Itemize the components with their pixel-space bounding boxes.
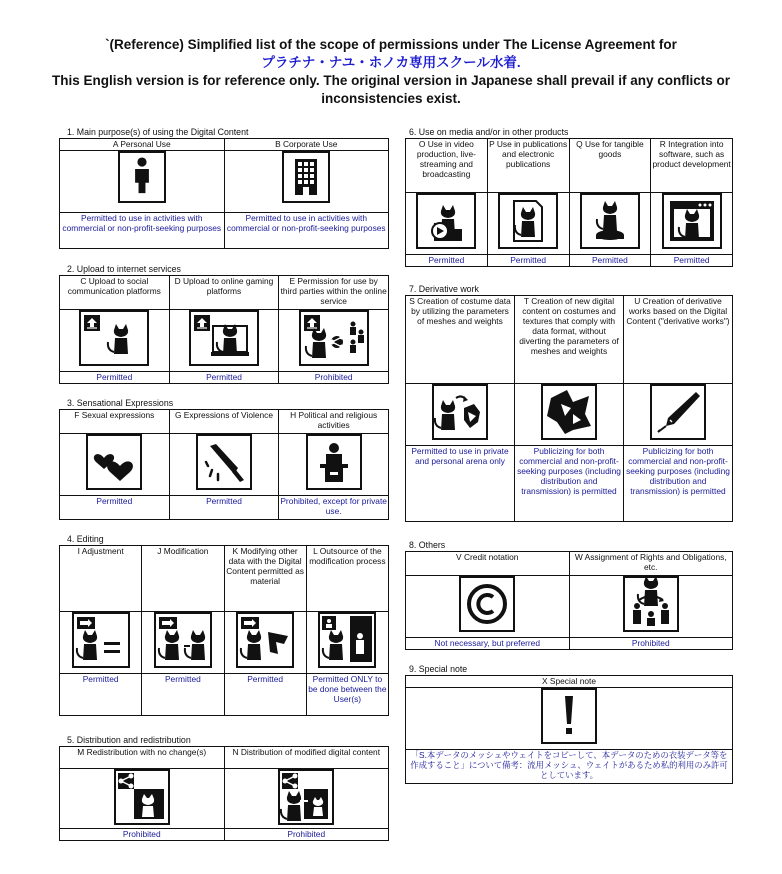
title-line-1: `(Reference) Simplified list of the scope of permissions under The License Agreement for bbox=[105, 37, 677, 52]
section-title: 2. Upload to internet services bbox=[67, 264, 181, 274]
upload-monitor-icon bbox=[189, 310, 259, 366]
permission-table bbox=[59, 409, 389, 520]
permission-status: Permitted bbox=[569, 255, 651, 267]
col-head: M Redistribution with no change(s) bbox=[60, 747, 225, 769]
permission-status: Permitted bbox=[60, 372, 170, 384]
col-head: F Sexual expressions bbox=[60, 410, 170, 434]
title-line-3: This English version is for reference only. The original version in Japanese shall prevail if any conflicts or bbox=[52, 73, 730, 88]
assignment-icon bbox=[623, 576, 679, 632]
exclamation-icon bbox=[541, 688, 597, 744]
permission-status: Permitted bbox=[60, 496, 170, 520]
permission-status: Permitted bbox=[651, 255, 733, 267]
special-note-text: 「S.本データのメッシュやウェイトをコピーして、本データのための衣装データ等を作成すること」について備考：流用メッシュ、ウェイトがあるため私的利用のみ許可としています。 bbox=[406, 750, 733, 784]
permission-table bbox=[59, 545, 389, 716]
col-head: H Political and religious activities bbox=[279, 410, 389, 434]
col-head: Q Use for tangible goods bbox=[569, 139, 651, 193]
section-title: 8. Others bbox=[409, 540, 446, 550]
col-head: G Expressions of Violence bbox=[169, 410, 279, 434]
share-third-party-icon bbox=[299, 310, 369, 366]
permission-status: Permitted to use in activities with commercial or non-profit-seeking purposes bbox=[60, 213, 225, 249]
col-head: C Upload to social communication platforms bbox=[60, 276, 170, 310]
permission-status: Permitted bbox=[169, 496, 279, 520]
permission-status: Not necessary, but preferred bbox=[406, 638, 570, 650]
permission-status: Permitted bbox=[406, 255, 488, 267]
permission-status: Prohibited bbox=[224, 829, 389, 841]
col-head: I Adjustment bbox=[60, 546, 142, 612]
section-title: 3. Sensational Expressions bbox=[67, 398, 174, 408]
col-head: X Special note bbox=[406, 676, 733, 688]
section-upload bbox=[59, 264, 389, 384]
podium-icon bbox=[306, 434, 362, 490]
texture-icon bbox=[541, 384, 597, 440]
section-title: 7. Derivative work bbox=[409, 284, 479, 294]
permission-status: Permitted bbox=[60, 674, 142, 716]
redistribute-icon bbox=[114, 769, 170, 825]
section-title: 9. Special note bbox=[409, 664, 468, 674]
section-editing bbox=[59, 534, 389, 716]
video-icon bbox=[416, 193, 476, 249]
col-head: L Outsource of the modification process bbox=[306, 546, 388, 612]
permission-status: Prohibited, except for private use. bbox=[279, 496, 389, 520]
section-others bbox=[405, 540, 733, 650]
permission-status: Prohibited bbox=[569, 638, 733, 650]
permission-status: Prohibited bbox=[279, 372, 389, 384]
permission-status: Permitted ONLY to be done between the User(s) bbox=[306, 674, 388, 716]
col-head: B Corporate Use bbox=[224, 139, 389, 151]
permission-table bbox=[405, 551, 733, 650]
col-head: R Integration into software, such as product development bbox=[651, 139, 733, 193]
modify-icon bbox=[154, 612, 212, 668]
col-head: S Creation of costume data by utilizing the parameters of meshes and weights bbox=[406, 296, 515, 384]
col-head: D Upload to online gaming platforms bbox=[169, 276, 279, 310]
col-head: K Modifying other data with the Digital Content permitted as material bbox=[224, 546, 306, 612]
title-line-product: プラチナ・ナユ・ホノカ専用スクール水着. bbox=[261, 55, 521, 70]
software-icon bbox=[662, 193, 722, 249]
section-title: 6. Use on media and/or in other products bbox=[409, 127, 569, 137]
permission-status: Permitted bbox=[142, 674, 224, 716]
upload-cat-icon bbox=[79, 310, 149, 366]
section-special-note bbox=[405, 664, 733, 784]
col-head: U Creation of derivative works based on the Digital Content ("derivative works") bbox=[624, 296, 733, 384]
permission-status: Permitted bbox=[224, 674, 306, 716]
permission-status: Publicizing for both commercial and non-profit-seeking purposes (including distribution and transmission) is permitted bbox=[624, 446, 733, 522]
section-derivative bbox=[405, 284, 733, 522]
permission-status: Permitted to use in activities with commercial or non-profit-seeking purposes bbox=[224, 213, 389, 249]
permission-table bbox=[59, 138, 389, 249]
permission-table bbox=[405, 295, 733, 522]
col-head: W Assignment of Rights and Obligations, etc. bbox=[569, 552, 733, 576]
publication-icon bbox=[498, 193, 558, 249]
adjust-icon bbox=[72, 612, 130, 668]
title-line-4: inconsistencies exist. bbox=[321, 91, 461, 106]
col-head: A Personal Use bbox=[60, 139, 225, 151]
permission-status: Prohibited bbox=[60, 829, 225, 841]
modify-other-icon bbox=[236, 612, 294, 668]
permission-status: Permitted bbox=[487, 255, 569, 267]
pen-icon bbox=[650, 384, 706, 440]
section-media bbox=[405, 127, 733, 267]
col-head: V Credit notation bbox=[406, 552, 570, 576]
col-head: T Creation of new digital content on costumes and textures that comply with data format, without diverting the parameters of meshes and weights bbox=[515, 296, 624, 384]
figure-icon bbox=[580, 193, 640, 249]
permission-table bbox=[405, 138, 733, 267]
permission-status: Permitted to use in private and personal arena only bbox=[406, 446, 515, 522]
permission-table bbox=[59, 275, 389, 384]
section-title: 5. Distribution and redistribution bbox=[67, 735, 191, 745]
distribute-modified-icon bbox=[278, 769, 334, 825]
permission-status: Publicizing for both commercial and non-profit-seeking purposes (including distribution and transmission) is permitted bbox=[515, 446, 624, 522]
knife-icon bbox=[196, 434, 252, 490]
section-distribution bbox=[59, 735, 389, 841]
outsource-icon bbox=[318, 612, 376, 668]
copyright-icon bbox=[459, 576, 515, 632]
permission-table bbox=[59, 746, 389, 841]
col-head: N Distribution of modified digital content bbox=[224, 747, 389, 769]
permission-status: Permitted bbox=[169, 372, 279, 384]
col-head: J Modification bbox=[142, 546, 224, 612]
doc-title bbox=[20, 36, 762, 108]
section-title: 1. Main purpose(s) of using the Digital Content bbox=[67, 127, 249, 137]
col-head: E Permission for use by third parties within the online service bbox=[279, 276, 389, 310]
section-main-purpose bbox=[59, 127, 389, 249]
permission-table bbox=[405, 675, 733, 784]
col-head: O Use in video production, live-streaming and broadcasting bbox=[406, 139, 488, 193]
hearts-icon bbox=[86, 434, 142, 490]
section-sensational bbox=[59, 398, 389, 520]
person-icon bbox=[118, 151, 166, 203]
col-head: P Use in publications and electronic publications bbox=[487, 139, 569, 193]
costume-icon bbox=[432, 384, 488, 440]
building-icon bbox=[282, 151, 330, 203]
section-title: 4. Editing bbox=[67, 534, 104, 544]
